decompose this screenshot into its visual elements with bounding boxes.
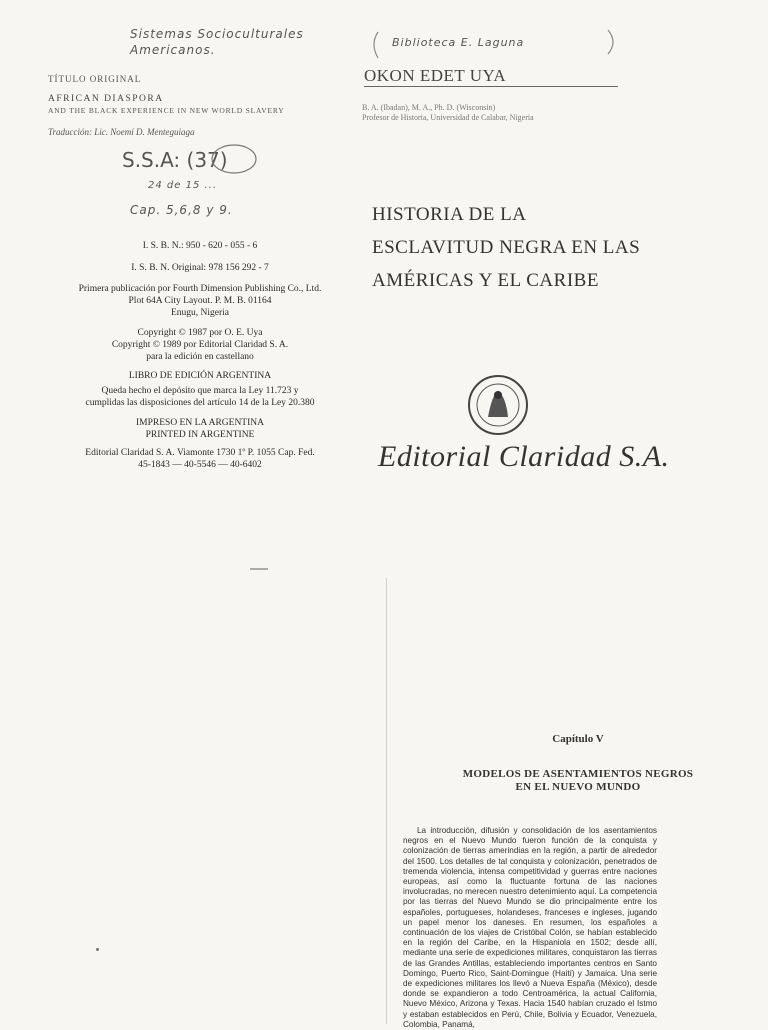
isbn-original: I. S. B. N. Original: 978 156 292 - 7 (131, 263, 269, 273)
original-title-label: TÍTULO ORIGINAL (48, 74, 142, 84)
first-publication-line1: Primera publicación por Fourth Dimension Publishing Co., Ltd. (78, 284, 322, 294)
original-title-line1: AFRICAN DIASPORA (48, 94, 164, 104)
translation-credit: Traducción: Lic. Noemí D. Menteguiaga (48, 127, 195, 137)
legal-deposit-line1: Queda hecho el depósito que marca la Ley 11.723 y (101, 386, 299, 396)
copyright-line3: para la edición en castellano (146, 352, 254, 362)
circle-mark-icon (208, 142, 260, 176)
book-title-line1: HISTORIA DE LA (372, 204, 527, 225)
printed-in-line2: PRINTED IN ARGENTINE (145, 430, 255, 440)
isbn: I. S. B. N.: 950 - 620 - 055 - 6 (142, 241, 258, 251)
author-underline (364, 86, 618, 87)
publisher-address-line2: 45-1843 — 40-5546 — 40-6402 (138, 460, 262, 470)
chapter-page (386, 578, 768, 1029)
legal-deposit-line2: cumplidas las disposiciones del artículo 14 de la Ley 20.380 (85, 398, 315, 408)
author-credentials (362, 103, 534, 123)
first-publication-line2: Plot 64A City Layout. P. M. B. 01164 (128, 296, 272, 306)
copyright-line2: Copyright © 1989 por Editorial Claridad S. A. (111, 340, 289, 350)
chapter-label: Capítulo V (552, 733, 604, 745)
handwritten-chapters: Cap. 5,6,8 y 9. (130, 203, 233, 217)
first-publication-line3: Enugu, Nigeria (170, 308, 230, 318)
copyright-line1: Copyright © 1987 por O. E. Uya (137, 328, 263, 338)
handwritten-course-note: Sistemas Socioculturales Americanos. (130, 27, 304, 57)
copyright-page (0, 0, 380, 540)
publisher-name: Editorial Claridad S.A. (378, 440, 670, 473)
credentials-line2: Profesor de Historia, Universidad de Calabar, Nigeria (362, 113, 534, 122)
publisher-seal-icon (466, 373, 530, 437)
author-name: OKON EDET UYA (364, 66, 507, 85)
chapter-title-line1: MODELOS DE ASENTAMIENTOS NEGROS (462, 768, 694, 780)
scan-speck (96, 948, 99, 951)
chapter-title (387, 768, 768, 794)
printed-in-line1: IMPRESO EN LA ARGENTINA (136, 418, 264, 428)
chapter-title-line2: EN EL NUEVO MUNDO (515, 781, 641, 793)
scan-speck (250, 568, 268, 570)
handwritten-library-note: Biblioteca E. Laguna (392, 36, 525, 49)
handwritten-date: 24 de 15 ... (148, 180, 218, 191)
book-title-line2: ESCLAVITUD NEGRA EN LAS (372, 237, 641, 258)
publisher-address-line1: Editorial Claridad S. A. Viamonte 1730 1º P. 1055 Cap. Fed. (85, 448, 315, 458)
edition-label: LIBRO DE EDICIÓN ARGENTINA (128, 371, 272, 381)
handwritten-stamp-code: S.S.A: (37) (122, 148, 228, 172)
credentials-line1: B. A. (Ibadan), M. A., Ph. D. (Wisconsin) (362, 103, 496, 112)
book-title-line3: AMÉRICAS Y EL CARIBE (372, 270, 599, 291)
original-title-line2: AND THE BLACK EXPERIENCE IN NEW WORLD SLAVERY (48, 106, 285, 115)
chapter-body-text: La introducción, difusión y consolidación de los asentamientos negros en el Nuevo Mundo fueron función de la conquista y colonización de tierras amerindias en la región, a partir de alrededor del 1500. Los detalles de tal conquista y colonización, penetrados de tremenda violencia, intensa competitividad y guerras entre naciones europeas, así como la fluctuante fortuna de las naciones involucradas, no merecen nuestro detenimiento aquí. La competencia por las tierras del Nuevo Mundo se dio principalmente entre los españoles, portugueses, holandeses, franceses e ingleses, jugando un papel menor los daneses. En resumen, los españoles a continuación de los viajes de Cristóbal Colón, se habían establecido en la región del Caribe, en la Hispaniola en 1502; desde allí, mediante una serie de expediciones militares, conquistaron las tierras de las Grandes Antillas, estableciendo importantes centros en Santo Domingo, Puerto Rico, Saint-Domingue (Haití) y Jamaica. Una serie de expediciones militares los llevó a Nueva España (México), desde donde se expandieron a todo Centroamérica, la actual California, Nuevo México, Arizona y Texas. Hacia 1540 habían cruzado el Istmo y estaban establecidos en Perú, Chile, Bolivia y Ecuador, Venezuela, Colombia, Panamá, (403, 826, 657, 1029)
